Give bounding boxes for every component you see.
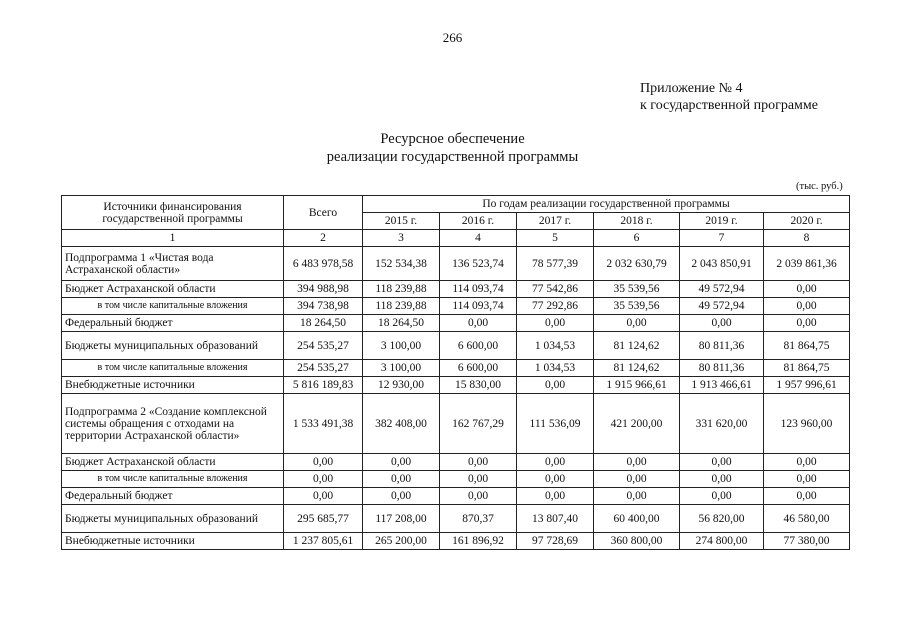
row-value: 6 600,00 [440, 360, 517, 377]
row-value: 0,00 [517, 488, 594, 505]
header-year: 2018 г. [594, 213, 680, 230]
row-value: 5 816 189,83 [284, 377, 363, 394]
column-number: 5 [517, 230, 594, 247]
row-value: 0,00 [517, 454, 594, 471]
row-value: 56 820,00 [680, 505, 764, 533]
row-value: 360 800,00 [594, 533, 680, 550]
row-value: 13 807,40 [517, 505, 594, 533]
column-number: 8 [764, 230, 850, 247]
row-value: 0,00 [363, 488, 440, 505]
row-value: 81 124,62 [594, 332, 680, 360]
row-value: 2 032 630,79 [594, 247, 680, 281]
header-year: 2020 г. [764, 213, 850, 230]
row-value: 870,37 [440, 505, 517, 533]
row-value: 161 896,92 [440, 533, 517, 550]
row-value: 0,00 [284, 454, 363, 471]
row-value: 80 811,36 [680, 360, 764, 377]
row-value: 1 915 966,61 [594, 377, 680, 394]
title-line-2: реализации государственной программы [326, 149, 579, 165]
row-label: в том числе капитальные вложения [62, 298, 284, 315]
row-value: 117 208,00 [363, 505, 440, 533]
column-number: 2 [284, 230, 363, 247]
column-number: 1 [62, 230, 284, 247]
row-value: 162 767,29 [440, 394, 517, 454]
resource-table [61, 195, 850, 550]
row-value: 0,00 [680, 454, 764, 471]
row-value: 111 536,09 [517, 394, 594, 454]
row-value: 77 380,00 [764, 533, 850, 550]
row-label: Бюджеты муниципальных образований [62, 332, 284, 360]
document-title [0, 130, 905, 166]
row-value: 274 800,00 [680, 533, 764, 550]
row-value: 0,00 [440, 488, 517, 505]
row-value: 0,00 [517, 471, 594, 488]
table-row [62, 247, 850, 281]
row-value: 77 542,86 [517, 281, 594, 298]
row-value: 60 400,00 [594, 505, 680, 533]
row-label: Внебюджетные источники [62, 377, 284, 394]
header-year: 2019 г. [680, 213, 764, 230]
column-number: 4 [440, 230, 517, 247]
row-value: 3 100,00 [363, 332, 440, 360]
row-value: 0,00 [440, 454, 517, 471]
row-value: 1 533 491,38 [284, 394, 363, 454]
row-value: 2 039 861,36 [764, 247, 850, 281]
row-value: 15 830,00 [440, 377, 517, 394]
row-value: 0,00 [680, 315, 764, 332]
table-row [62, 454, 850, 471]
row-value: 394 738,98 [284, 298, 363, 315]
table-row [62, 488, 850, 505]
row-value: 0,00 [440, 471, 517, 488]
column-number: 6 [594, 230, 680, 247]
table-row [62, 281, 850, 298]
row-value: 331 620,00 [680, 394, 764, 454]
row-value: 118 239,88 [363, 281, 440, 298]
row-value: 0,00 [363, 471, 440, 488]
row-value: 114 093,74 [440, 298, 517, 315]
row-value: 0,00 [680, 488, 764, 505]
row-label: Федеральный бюджет [62, 488, 284, 505]
row-value: 81 864,75 [764, 332, 850, 360]
header-years: По годам реализации государственной программы [363, 196, 850, 213]
row-value: 1 034,53 [517, 332, 594, 360]
row-value: 0,00 [594, 488, 680, 505]
header-total: Всего [284, 196, 363, 230]
row-value: 0,00 [764, 315, 850, 332]
row-value: 49 572,94 [680, 281, 764, 298]
row-label: Бюджет Астраханской области [62, 281, 284, 298]
row-value: 0,00 [764, 454, 850, 471]
table-row [62, 533, 850, 550]
row-label: в том числе капитальные вложения [62, 360, 284, 377]
row-label: Подпрограмма 1 «Чистая вода Астраханской области» [62, 247, 284, 281]
table-row [62, 505, 850, 533]
row-value: 0,00 [517, 315, 594, 332]
row-value: 0,00 [284, 488, 363, 505]
row-value: 254 535,27 [284, 332, 363, 360]
row-value: 295 685,77 [284, 505, 363, 533]
row-value: 18 264,50 [284, 315, 363, 332]
title-line-1: Ресурсное обеспечение [380, 131, 525, 147]
row-value: 2 043 850,91 [680, 247, 764, 281]
row-value: 123 960,00 [764, 394, 850, 454]
header-year: 2017 г. [517, 213, 594, 230]
header-year: 2015 г. [363, 213, 440, 230]
row-value: 421 200,00 [594, 394, 680, 454]
row-value: 3 100,00 [363, 360, 440, 377]
row-value: 0,00 [680, 471, 764, 488]
row-value: 0,00 [764, 298, 850, 315]
row-value: 35 539,56 [594, 281, 680, 298]
row-label: в том числе капитальные вложения [62, 471, 284, 488]
row-value: 0,00 [440, 315, 517, 332]
header-source: Источники финансирования государственной программы [62, 196, 284, 230]
row-label: Бюджет Астраханской области [62, 454, 284, 471]
row-value: 81 864,75 [764, 360, 850, 377]
row-label: Бюджеты муниципальных образований [62, 505, 284, 533]
row-value: 0,00 [284, 471, 363, 488]
row-value: 6 483 978,58 [284, 247, 363, 281]
row-value: 118 239,88 [363, 298, 440, 315]
table-row [62, 377, 850, 394]
appendix-note [640, 80, 818, 114]
unit-note: (тыс. руб.) [796, 181, 843, 192]
table-row [62, 332, 850, 360]
row-value: 265 200,00 [363, 533, 440, 550]
row-value: 0,00 [594, 315, 680, 332]
row-value: 254 535,27 [284, 360, 363, 377]
table-row [62, 315, 850, 332]
row-label: Подпрограмма 2 «Создание комплексной системы обращения с отходами на территории Астраханской области» [62, 394, 284, 454]
row-value: 6 600,00 [440, 332, 517, 360]
column-number: 7 [680, 230, 764, 247]
table-row [62, 471, 850, 488]
row-value: 49 572,94 [680, 298, 764, 315]
row-value: 0,00 [594, 454, 680, 471]
row-value: 0,00 [764, 281, 850, 298]
header-year: 2016 г. [440, 213, 517, 230]
row-value: 394 988,98 [284, 281, 363, 298]
table-row [62, 394, 850, 454]
row-value: 136 523,74 [440, 247, 517, 281]
page-number: 266 [442, 30, 463, 45]
row-value: 35 539,56 [594, 298, 680, 315]
row-label: Внебюджетные источники [62, 533, 284, 550]
row-value: 152 534,38 [363, 247, 440, 281]
row-value: 382 408,00 [363, 394, 440, 454]
table-row [62, 298, 850, 315]
row-value: 81 124,62 [594, 360, 680, 377]
row-value: 1 957 996,61 [764, 377, 850, 394]
row-value: 1 034,53 [517, 360, 594, 377]
row-value: 1 237 805,61 [284, 533, 363, 550]
row-value: 1 913 466,61 [680, 377, 764, 394]
appendix-line-1: Приложение № 4 [640, 81, 743, 96]
row-value: 18 264,50 [363, 315, 440, 332]
row-value: 0,00 [517, 377, 594, 394]
table-row [62, 360, 850, 377]
row-value: 77 292,86 [517, 298, 594, 315]
row-value: 0,00 [594, 471, 680, 488]
row-label: Федеральный бюджет [62, 315, 284, 332]
row-value: 0,00 [764, 488, 850, 505]
appendix-line-2: к государственной программе [640, 98, 818, 113]
row-value: 0,00 [363, 454, 440, 471]
row-value: 46 580,00 [764, 505, 850, 533]
row-value: 0,00 [764, 471, 850, 488]
row-value: 12 930,00 [363, 377, 440, 394]
row-value: 78 577,39 [517, 247, 594, 281]
row-value: 97 728,69 [517, 533, 594, 550]
column-number: 3 [363, 230, 440, 247]
row-value: 80 811,36 [680, 332, 764, 360]
row-value: 114 093,74 [440, 281, 517, 298]
